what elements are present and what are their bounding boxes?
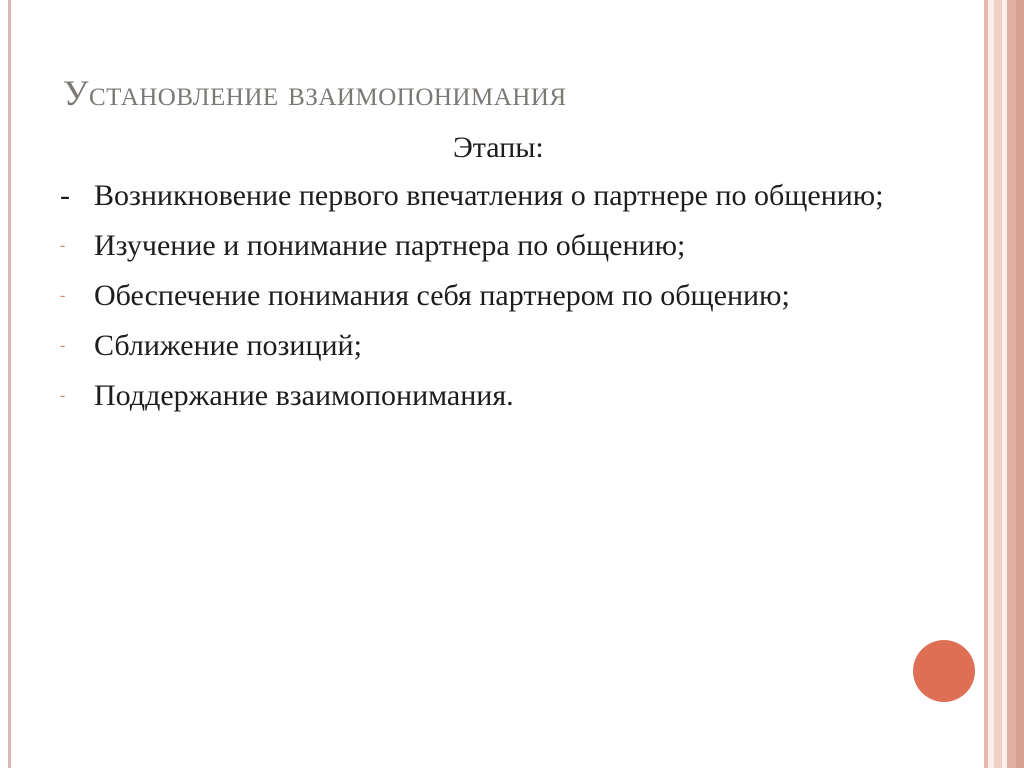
list-item-text: Обеспечение понимания себя партнером по общению; bbox=[94, 279, 790, 312]
slide-title: Установление взаимопонимания bbox=[63, 73, 567, 113]
list-item bbox=[60, 176, 963, 216]
list-item-text: Изучение и понимание партнера по общению; bbox=[94, 229, 686, 262]
stages-heading: Этапы: bbox=[453, 131, 544, 164]
dash-bullet: - bbox=[60, 337, 66, 354]
stripe bbox=[1007, 0, 1016, 768]
list-item bbox=[60, 376, 963, 416]
dash-bullet: - bbox=[60, 387, 66, 404]
list-item-wrap bbox=[60, 176, 963, 216]
dash-bullet: - bbox=[60, 179, 70, 212]
dash-bullet: - bbox=[60, 237, 66, 254]
stages-list bbox=[60, 176, 963, 426]
list-item-text: Возникновение первого впечатления о партнере по общению; bbox=[94, 179, 884, 212]
stripe bbox=[994, 0, 1002, 768]
decorative-circle bbox=[913, 640, 975, 702]
dash-bullet: - bbox=[60, 287, 66, 304]
list-item-text: Поддержание взаимопонимания. bbox=[94, 379, 514, 412]
list-item bbox=[60, 276, 963, 316]
left-border-line bbox=[8, 0, 11, 768]
right-decorative-stripes bbox=[984, 0, 1024, 768]
list-item bbox=[60, 226, 963, 266]
list-item-text: Сближение позиций; bbox=[94, 329, 362, 362]
stripe bbox=[1016, 0, 1024, 768]
list-item bbox=[60, 326, 963, 366]
